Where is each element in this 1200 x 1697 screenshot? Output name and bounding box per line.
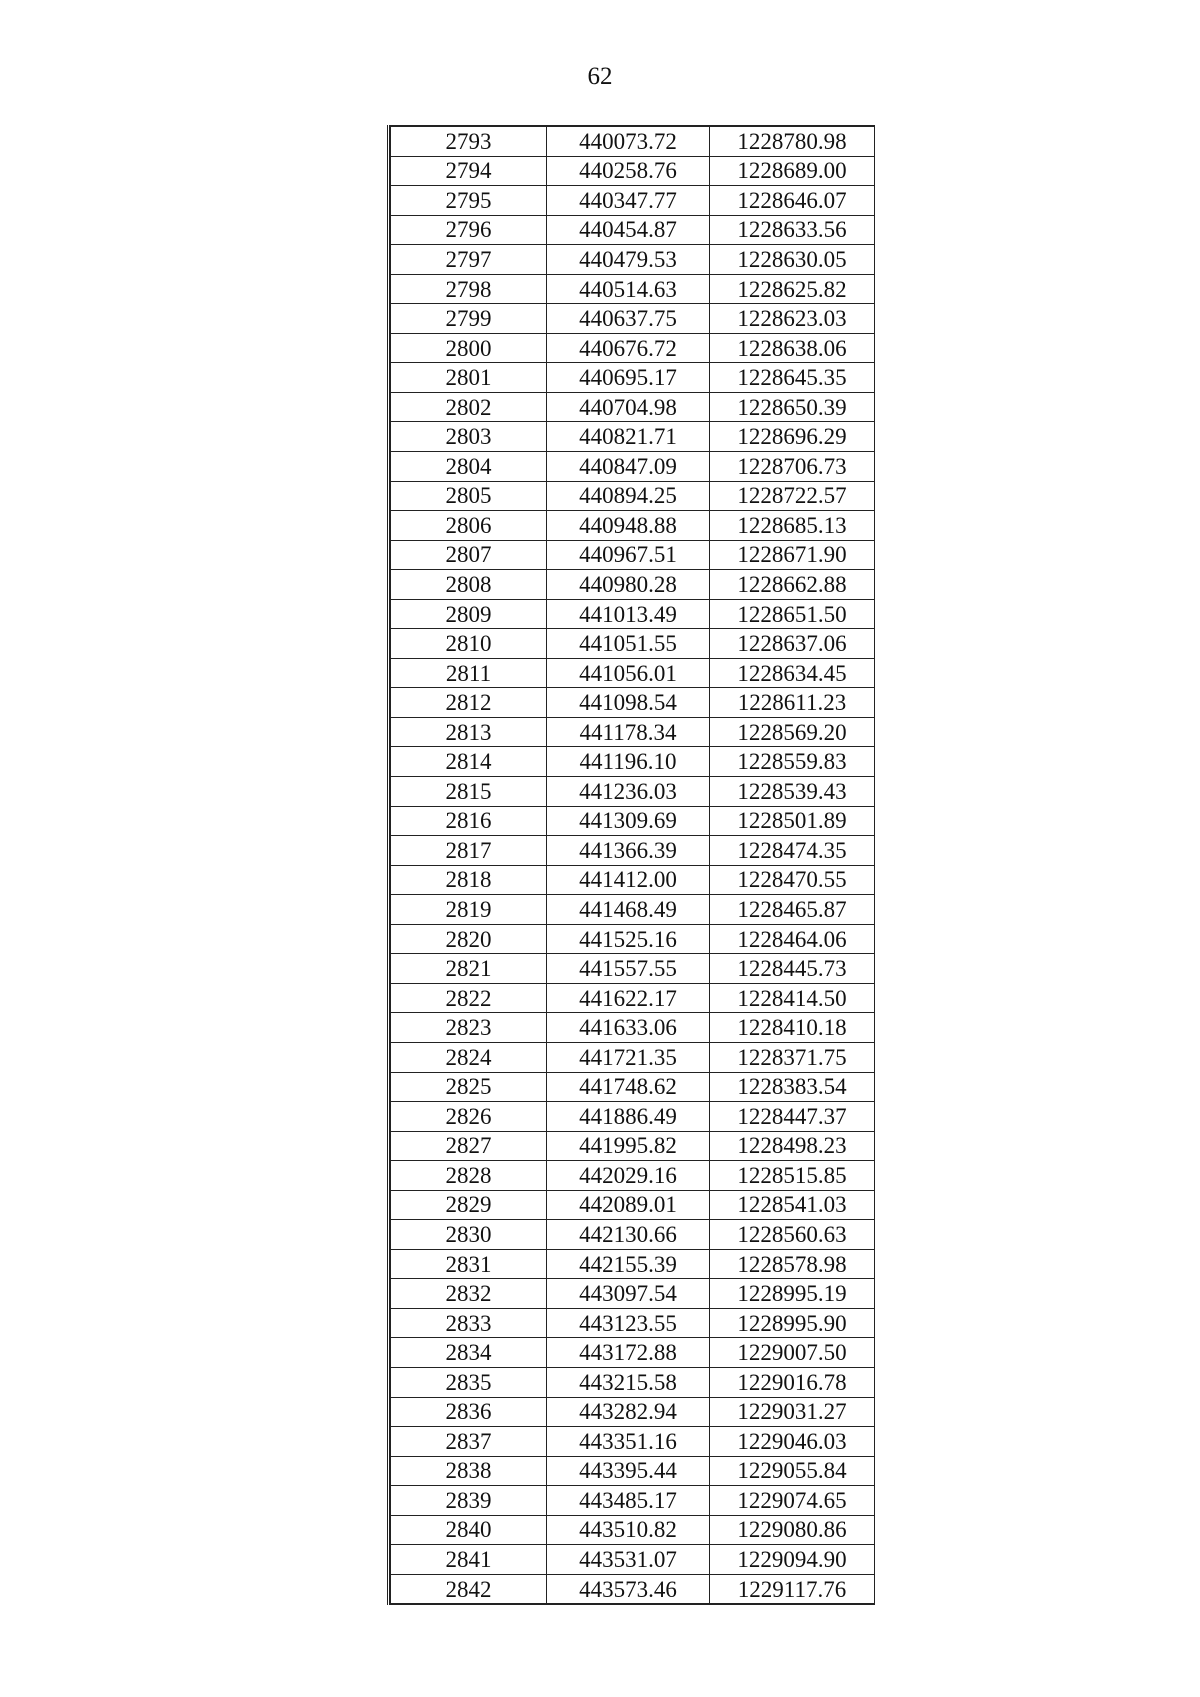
table-row [391,1486,875,1516]
coordinates-table [390,125,875,1605]
y-coordinate-cell: 1228465.87 [710,895,875,925]
table-row [391,1220,875,1250]
y-coordinate-cell: 1228633.56 [710,215,875,245]
table-row [391,777,875,807]
x-coordinate-cell: 443510.82 [547,1515,710,1545]
x-coordinate-cell: 442029.16 [547,1161,710,1191]
x-coordinate-cell: 440258.76 [547,156,710,186]
table-row [391,392,875,422]
point-number-cell: 2830 [391,1220,547,1250]
y-coordinate-cell: 1229046.03 [710,1427,875,1457]
point-number-cell: 2819 [391,895,547,925]
y-coordinate-cell: 1228637.06 [710,629,875,659]
x-coordinate-cell: 441995.82 [547,1131,710,1161]
table-row [391,1338,875,1368]
x-coordinate-cell: 443172.88 [547,1338,710,1368]
y-coordinate-cell: 1228414.50 [710,983,875,1013]
y-coordinate-cell: 1228578.98 [710,1249,875,1279]
table-row [391,481,875,511]
table-row [391,186,875,216]
y-coordinate-cell: 1228634.45 [710,658,875,688]
y-coordinate-cell: 1228623.03 [710,304,875,334]
y-coordinate-cell: 1228611.23 [710,688,875,718]
y-coordinate-cell: 1228689.00 [710,156,875,186]
point-number-cell: 2821 [391,954,547,984]
y-coordinate-cell: 1228722.57 [710,481,875,511]
point-number-cell: 2835 [391,1367,547,1397]
x-coordinate-cell: 441196.10 [547,747,710,777]
x-coordinate-cell: 442089.01 [547,1190,710,1220]
point-number-cell: 2795 [391,186,547,216]
x-coordinate-cell: 440695.17 [547,363,710,393]
x-coordinate-cell: 443573.46 [547,1574,710,1604]
point-number-cell: 2815 [391,777,547,807]
point-number-cell: 2839 [391,1486,547,1516]
point-number-cell: 2793 [391,126,547,156]
table-row [391,215,875,245]
y-coordinate-cell: 1229031.27 [710,1397,875,1427]
point-number-cell: 2826 [391,1102,547,1132]
y-coordinate-cell: 1228470.55 [710,865,875,895]
table-row [391,422,875,452]
y-coordinate-cell: 1229007.50 [710,1338,875,1368]
point-number-cell: 2820 [391,924,547,954]
x-coordinate-cell: 440454.87 [547,215,710,245]
x-coordinate-cell: 441886.49 [547,1102,710,1132]
point-number-cell: 2809 [391,599,547,629]
y-coordinate-cell: 1228780.98 [710,126,875,156]
table-row [391,629,875,659]
y-coordinate-cell: 1228651.50 [710,599,875,629]
table-row [391,1161,875,1191]
x-coordinate-cell: 441309.69 [547,806,710,836]
x-coordinate-cell: 441412.00 [547,865,710,895]
x-coordinate-cell: 440894.25 [547,481,710,511]
x-coordinate-cell: 440637.75 [547,304,710,334]
x-coordinate-cell: 441366.39 [547,836,710,866]
y-coordinate-cell: 1228541.03 [710,1190,875,1220]
y-coordinate-cell: 1228569.20 [710,717,875,747]
table-row [391,1456,875,1486]
y-coordinate-cell: 1229117.76 [710,1574,875,1604]
x-coordinate-cell: 441013.49 [547,599,710,629]
table-row [391,274,875,304]
point-number-cell: 2794 [391,156,547,186]
point-number-cell: 2812 [391,688,547,718]
point-number-cell: 2833 [391,1308,547,1338]
y-coordinate-cell: 1228638.06 [710,333,875,363]
y-coordinate-cell: 1228410.18 [710,1013,875,1043]
x-coordinate-cell: 441633.06 [547,1013,710,1043]
point-number-cell: 2825 [391,1072,547,1102]
coordinates-table-body [391,126,875,1604]
y-coordinate-cell: 1228650.39 [710,392,875,422]
point-number-cell: 2838 [391,1456,547,1486]
point-number-cell: 2823 [391,1013,547,1043]
x-coordinate-cell: 441178.34 [547,717,710,747]
table-row [391,1190,875,1220]
x-coordinate-cell: 441557.55 [547,954,710,984]
table-row [391,511,875,541]
point-number-cell: 2797 [391,245,547,275]
table-row [391,895,875,925]
x-coordinate-cell: 443282.94 [547,1397,710,1427]
table-row [391,126,875,156]
x-coordinate-cell: 443215.58 [547,1367,710,1397]
x-coordinate-cell: 443097.54 [547,1279,710,1309]
x-coordinate-cell: 440847.09 [547,452,710,482]
point-number-cell: 2836 [391,1397,547,1427]
x-coordinate-cell: 441236.03 [547,777,710,807]
table-row [391,1367,875,1397]
table-row [391,1427,875,1457]
x-coordinate-cell: 441622.17 [547,983,710,1013]
point-number-cell: 2817 [391,836,547,866]
y-coordinate-cell: 1228560.63 [710,1220,875,1250]
x-coordinate-cell: 441721.35 [547,1042,710,1072]
y-coordinate-cell: 1228696.29 [710,422,875,452]
table-row [391,954,875,984]
point-number-cell: 2796 [391,215,547,245]
x-coordinate-cell: 441525.16 [547,924,710,954]
table-row [391,1545,875,1575]
point-number-cell: 2831 [391,1249,547,1279]
point-number-cell: 2827 [391,1131,547,1161]
x-coordinate-cell: 443123.55 [547,1308,710,1338]
point-number-cell: 2841 [391,1545,547,1575]
y-coordinate-cell: 1228501.89 [710,806,875,836]
table-row [391,363,875,393]
point-number-cell: 2834 [391,1338,547,1368]
table-row [391,983,875,1013]
x-coordinate-cell: 443351.16 [547,1427,710,1457]
y-coordinate-cell: 1228515.85 [710,1161,875,1191]
table-row [391,924,875,954]
x-coordinate-cell: 443395.44 [547,1456,710,1486]
table-row [391,1515,875,1545]
x-coordinate-cell: 440676.72 [547,333,710,363]
y-coordinate-cell: 1228559.83 [710,747,875,777]
y-coordinate-cell: 1228445.73 [710,954,875,984]
y-coordinate-cell: 1228474.35 [710,836,875,866]
y-coordinate-cell: 1229094.90 [710,1545,875,1575]
y-coordinate-cell: 1229055.84 [710,1456,875,1486]
table-row [391,1249,875,1279]
y-coordinate-cell: 1228995.19 [710,1279,875,1309]
coordinates-table-container [387,125,877,1605]
point-number-cell: 2799 [391,304,547,334]
table-row [391,717,875,747]
y-coordinate-cell: 1228706.73 [710,452,875,482]
y-coordinate-cell: 1228646.07 [710,186,875,216]
point-number-cell: 2800 [391,333,547,363]
point-number-cell: 2808 [391,570,547,600]
x-coordinate-cell: 440948.88 [547,511,710,541]
point-number-cell: 2842 [391,1574,547,1604]
table-row [391,688,875,718]
table-row [391,1397,875,1427]
table-row [391,806,875,836]
point-number-cell: 2798 [391,274,547,304]
x-coordinate-cell: 441098.54 [547,688,710,718]
x-coordinate-cell: 440704.98 [547,392,710,422]
point-number-cell: 2824 [391,1042,547,1072]
x-coordinate-cell: 440980.28 [547,570,710,600]
table-row [391,1279,875,1309]
x-coordinate-cell: 443485.17 [547,1486,710,1516]
table-row [391,1013,875,1043]
point-number-cell: 2804 [391,452,547,482]
y-coordinate-cell: 1229074.65 [710,1486,875,1516]
point-number-cell: 2811 [391,658,547,688]
y-coordinate-cell: 1228498.23 [710,1131,875,1161]
x-coordinate-cell: 440514.63 [547,274,710,304]
y-coordinate-cell: 1228447.37 [710,1102,875,1132]
y-coordinate-cell: 1228464.06 [710,924,875,954]
table-row [391,156,875,186]
table-row [391,747,875,777]
table-row [391,304,875,334]
point-number-cell: 2805 [391,481,547,511]
table-row [391,540,875,570]
x-coordinate-cell: 443531.07 [547,1545,710,1575]
point-number-cell: 2814 [391,747,547,777]
table-row [391,452,875,482]
table-row [391,1574,875,1604]
x-coordinate-cell: 441056.01 [547,658,710,688]
point-number-cell: 2807 [391,540,547,570]
x-coordinate-cell: 442155.39 [547,1249,710,1279]
y-coordinate-cell: 1228685.13 [710,511,875,541]
table-row [391,1102,875,1132]
point-number-cell: 2806 [391,511,547,541]
point-number-cell: 2813 [391,717,547,747]
y-coordinate-cell: 1228371.75 [710,1042,875,1072]
page-number: 62 [587,63,613,90]
x-coordinate-cell: 440821.71 [547,422,710,452]
y-coordinate-cell: 1228995.90 [710,1308,875,1338]
table-row [391,836,875,866]
table-row [391,658,875,688]
point-number-cell: 2803 [391,422,547,452]
table-row [391,599,875,629]
y-coordinate-cell: 1228539.43 [710,777,875,807]
y-coordinate-cell: 1228662.88 [710,570,875,600]
point-number-cell: 2832 [391,1279,547,1309]
table-row [391,1042,875,1072]
point-number-cell: 2829 [391,1190,547,1220]
point-number-cell: 2828 [391,1161,547,1191]
point-number-cell: 2801 [391,363,547,393]
point-number-cell: 2816 [391,806,547,836]
y-coordinate-cell: 1229016.78 [710,1367,875,1397]
y-coordinate-cell: 1228383.54 [710,1072,875,1102]
y-coordinate-cell: 1228645.35 [710,363,875,393]
point-number-cell: 2840 [391,1515,547,1545]
x-coordinate-cell: 440967.51 [547,540,710,570]
x-coordinate-cell: 441051.55 [547,629,710,659]
y-coordinate-cell: 1228630.05 [710,245,875,275]
x-coordinate-cell: 440073.72 [547,126,710,156]
table-row [391,245,875,275]
y-coordinate-cell: 1228671.90 [710,540,875,570]
x-coordinate-cell: 441748.62 [547,1072,710,1102]
point-number-cell: 2822 [391,983,547,1013]
table-row [391,865,875,895]
x-coordinate-cell: 440347.77 [547,186,710,216]
point-number-cell: 2818 [391,865,547,895]
point-number-cell: 2837 [391,1427,547,1457]
y-coordinate-cell: 1229080.86 [710,1515,875,1545]
table-row [391,1131,875,1161]
x-coordinate-cell: 441468.49 [547,895,710,925]
x-coordinate-cell: 440479.53 [547,245,710,275]
table-row [391,570,875,600]
point-number-cell: 2802 [391,392,547,422]
table-row [391,333,875,363]
x-coordinate-cell: 442130.66 [547,1220,710,1250]
table-row [391,1072,875,1102]
y-coordinate-cell: 1228625.82 [710,274,875,304]
point-number-cell: 2810 [391,629,547,659]
table-row [391,1308,875,1338]
